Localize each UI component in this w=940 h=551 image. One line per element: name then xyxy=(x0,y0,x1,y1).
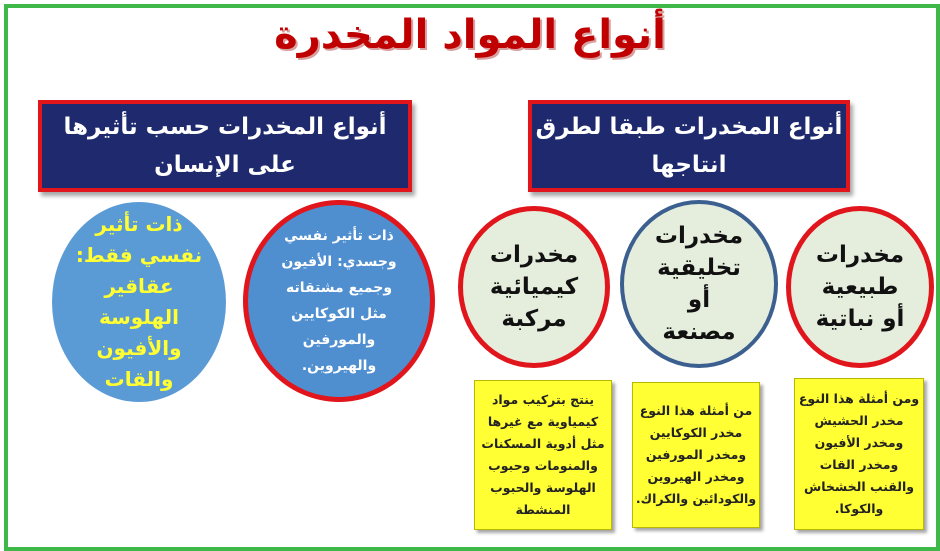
circle-line: مصنعة xyxy=(662,319,736,345)
circle-line: ذات تأثير xyxy=(95,212,183,236)
circle-line: والقات xyxy=(104,367,174,391)
note-line: والقنب الخشخاش xyxy=(803,479,915,494)
circle-line: مخدرات xyxy=(815,242,905,268)
circle-natural xyxy=(786,206,934,368)
note-natural xyxy=(794,378,924,530)
note-line: مخدر الحشيش xyxy=(814,413,904,428)
note-line: ومن أمثلة هذا النوع xyxy=(798,391,920,406)
note-line: الهلوسة والحبوب xyxy=(490,480,596,495)
circle-line: مخدرات xyxy=(489,242,579,268)
circle-psychological-only xyxy=(52,202,226,402)
header-line: على الإنسان xyxy=(154,152,296,178)
diagram-title: أنواع المواد المخدرة xyxy=(274,12,666,58)
circle-line: والهيروين. xyxy=(301,358,377,374)
note-line: والكوكا. xyxy=(834,501,884,516)
header-line: انتاجها xyxy=(651,152,727,178)
circle-line: نفسي فقط: xyxy=(75,243,203,267)
circle-line: مثل الكوكايين xyxy=(291,306,387,322)
note-line: ومخدر المورفين xyxy=(645,447,747,462)
note-line: ومخدر الأفيون xyxy=(814,435,904,450)
note-line: والكودائين والكراك. xyxy=(635,491,757,506)
circle-synthetic xyxy=(620,200,778,368)
circle-line: تخليقية xyxy=(657,255,741,281)
circle-line: أو xyxy=(687,287,711,313)
note-line: ينتج بتركيب مواد xyxy=(491,392,595,407)
circle-line: والمورفين xyxy=(302,332,376,348)
note-line: مثل أدوية المسكنات xyxy=(481,436,605,451)
header-line: أنواع المخدرات طبقا لطرق xyxy=(535,114,843,140)
note-line: ومخدر الهيروين xyxy=(647,469,745,484)
circle-line: وجسدي: الأفيون xyxy=(281,254,397,270)
circle-line: مركبة xyxy=(501,306,567,332)
circle-line: وجميع مشتقاته xyxy=(285,280,393,296)
header-line: أنواع المخدرات حسب تأثيرها xyxy=(63,114,387,140)
circle-line: أو نباتية xyxy=(815,306,905,332)
circle-psycho-physical xyxy=(243,200,435,402)
note-line: ومخدر القات xyxy=(819,457,899,472)
circle-line: عقاقير xyxy=(104,274,174,298)
header-by-effect xyxy=(38,100,412,192)
circle-line: مخدرات xyxy=(654,223,744,249)
circle-chemical xyxy=(458,206,610,368)
note-synthetic xyxy=(632,382,760,528)
note-line: والمنومات وحبوب xyxy=(488,458,598,473)
note-line: المنشطة xyxy=(515,502,571,517)
circle-line: طبيعية xyxy=(821,274,899,300)
note-chemical xyxy=(474,380,612,530)
note-line: مخدر الكوكايين xyxy=(649,425,743,440)
circle-line: الهلوسة xyxy=(98,305,180,329)
circle-line: كيميائية xyxy=(489,274,579,300)
circle-line: ذات تأثير نفسي xyxy=(284,228,394,244)
note-line: من أمثلة هذا النوع xyxy=(639,403,753,418)
header-by-production xyxy=(528,100,850,192)
note-line: كيمياوية مع غيرها xyxy=(487,414,599,429)
circle-line: والأفيون xyxy=(96,336,182,360)
